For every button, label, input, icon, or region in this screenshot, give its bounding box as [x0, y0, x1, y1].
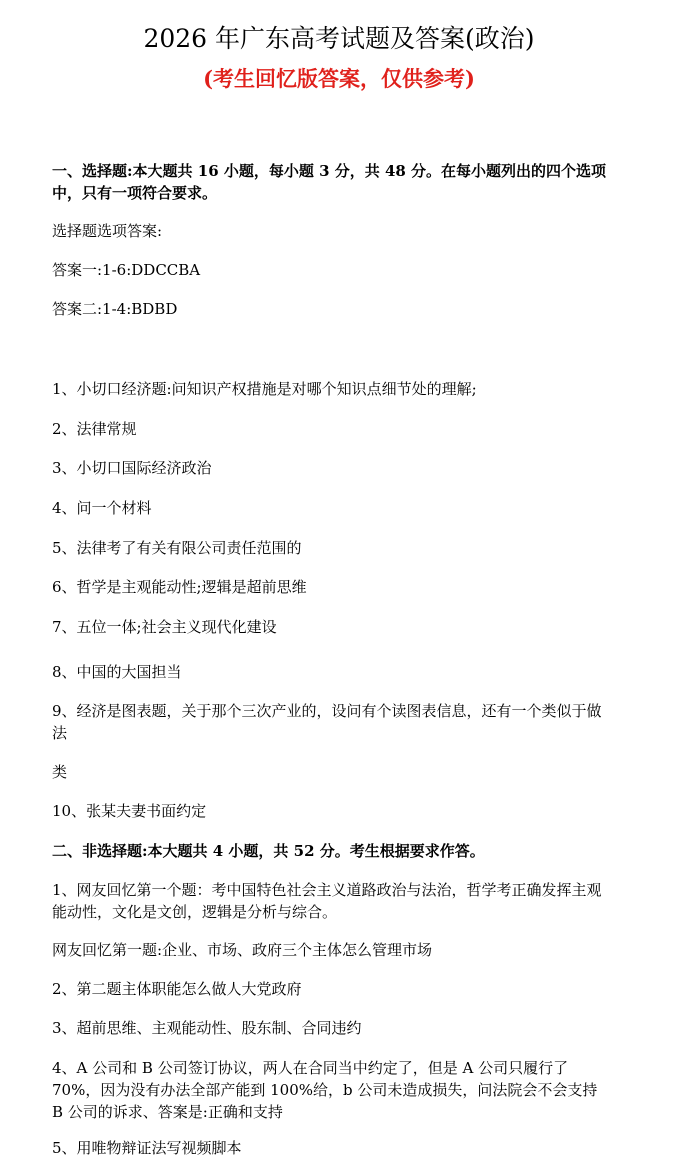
list-item: 7、五位一体;社会主义现代化建设	[52, 618, 277, 636]
list-item: 类	[52, 763, 68, 781]
list-item: 3、小切口国际经济政治	[52, 459, 212, 477]
list-item: 4、问一个材料	[52, 499, 152, 517]
list-item: 网友回忆第一题:企业、市场、政府三个主体怎么管理市场	[52, 941, 433, 959]
page-title: 2026 年广东高考试题及答案(政治)	[143, 24, 535, 53]
list-item: 1、网友回忆第一个题：考中国特色社会主义道路政治与法治，哲学考正确发挥主观能动性，文化是文创，逻辑是分析与综合。	[52, 881, 602, 921]
list-item: 5、用唯物辩证法写视频脚本	[52, 1139, 242, 1157]
list-item: 8、中国的大国担当	[52, 663, 182, 681]
list-item: 1、小切口经济题:问知识产权措施是对哪个知识点细节处的理解;	[52, 380, 477, 398]
list-item: 5、法律考了有关有限公司责任范围的	[52, 539, 302, 557]
answers-label: 选择题选项答案:	[52, 222, 163, 240]
list-item: 10、张某夫妻书面约定	[52, 802, 207, 820]
answer-option-2: 答案二:1-4:BDBD	[52, 300, 178, 318]
list-item: 9、经济是图表题，关于那个三次产业的，设问有个读图表信息，还有一个类似于做法	[52, 702, 602, 742]
list-item: 2、法律常规	[52, 420, 137, 438]
page-subtitle: (考生回忆版答案，仅供参考)	[203, 66, 475, 91]
section1-heading: 一、选择题:本大题共 16 小题，每小题 3 分，共 48 分。在每小题列出的四个选项中，只有一项符合要求。	[52, 162, 607, 202]
list-item: 3、超前思维、主观能动性、股东制、合同违约	[52, 1019, 362, 1037]
list-item: 6、哲学是主观能动性;逻辑是超前思维	[52, 578, 307, 596]
list-item: 4、A 公司和 B 公司签订协议，两人在合同当中约定了，但是 A 公司只履行了 70%，因为没有办法全部产能到 100%给，b 公司未造成损失，问法院会不会支持 B 公司的诉求、答案是:正确和支持	[52, 1059, 598, 1121]
list-item: 2、第二题主体职能怎么做人大党政府	[52, 980, 302, 998]
section2-heading: 二、非选择题:本大题共 4 小题，共 52 分。考生根据要求作答。	[52, 842, 485, 860]
answer-option-1: 答案一:1-6:DDCCBA	[52, 261, 201, 279]
